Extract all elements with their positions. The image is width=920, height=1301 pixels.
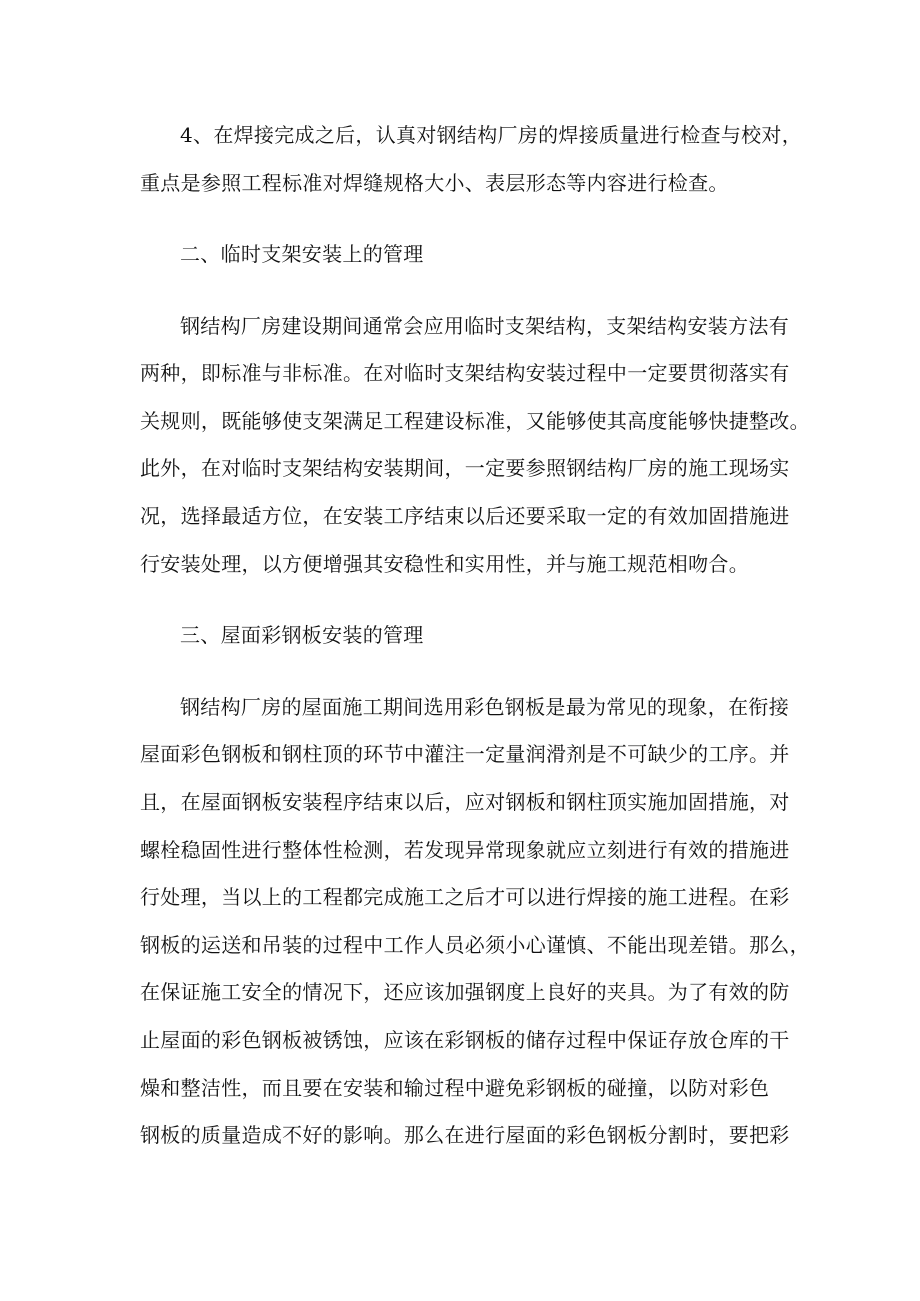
paragraph-line: 重点是参照工程标准对焊缝规格大小、表层形态等内容进行检查。 [140,171,729,195]
paragraph-line: 在保证施工安全的情况下，还应该加强钢度上良好的夹具。为了有效的防 [140,980,790,1004]
paragraph-line: 钢板的运送和吊装的过程中工作人员必须小心谨慎、不能出现差错。那么， [140,933,810,957]
paragraph-line: 此外，在对临时支架结构安装期间，一定要参照钢结构厂房的施工现场实 [140,456,790,480]
section-heading: 三、屋面彩钢板安装的管理 [180,623,424,647]
paragraph-line: 且，在屋面钢板安装程序结束以后，应对钢板和钢柱顶实施加固措施，对 [140,790,790,814]
section-heading: 二、临时支架安装上的管理 [180,242,424,266]
paragraph-line: 屋面彩色钢板和钢柱顶的环节中灌注一定量润滑剂是不可缺少的工序。并 [140,742,790,766]
paragraph-line: 关规则，既能够使支架满足工程建设标准，又能够使其高度能够快捷整改。 [140,409,810,433]
paragraph-line: 行安装处理，以方便增强其安稳性和实用性，并与施工规范相吻合。 [140,552,749,576]
paragraph-line: 燥和整洁性，而且要在安装和输过程中避免彩钢板的碰撞，以防对彩色 [140,1076,770,1100]
paragraph-line: 钢结构厂房建设期间通常会应用临时支架结构，支架结构安装方法有 [180,314,789,338]
paragraph-line: 螺栓稳固性进行整体性检测，若发现异常现象就应立刻进行有效的措施进 [140,838,790,862]
paragraph-line: 况，选择最适方位，在安装工序结束以后还要采取一定的有效加固措施进 [140,504,790,528]
paragraph-line: 钢板的质量造成不好的影响。那么在进行屋面的彩色钢板分割时，要把彩 [140,1123,790,1147]
paragraph-line: 4、在焊接完成之后，认真对钢结构厂房的焊接质量进行检查与校对， [180,123,803,147]
paragraph-line: 钢结构厂房的屋面施工期间选用彩色钢板是最为常见的现象，在衔接 [180,695,789,719]
paragraph-line: 止屋面的彩色钢板被锈蚀，应该在彩钢板的储存过程中保证存放仓库的干 [140,1028,790,1052]
paragraph-line: 两种，即标准与非标准。在对临时支架结构安装过程中一定要贯彻落实有 [140,361,790,385]
paragraph-line: 行处理，当以上的工程都完成施工之后才可以进行焊接的施工进程。在彩 [140,885,790,909]
